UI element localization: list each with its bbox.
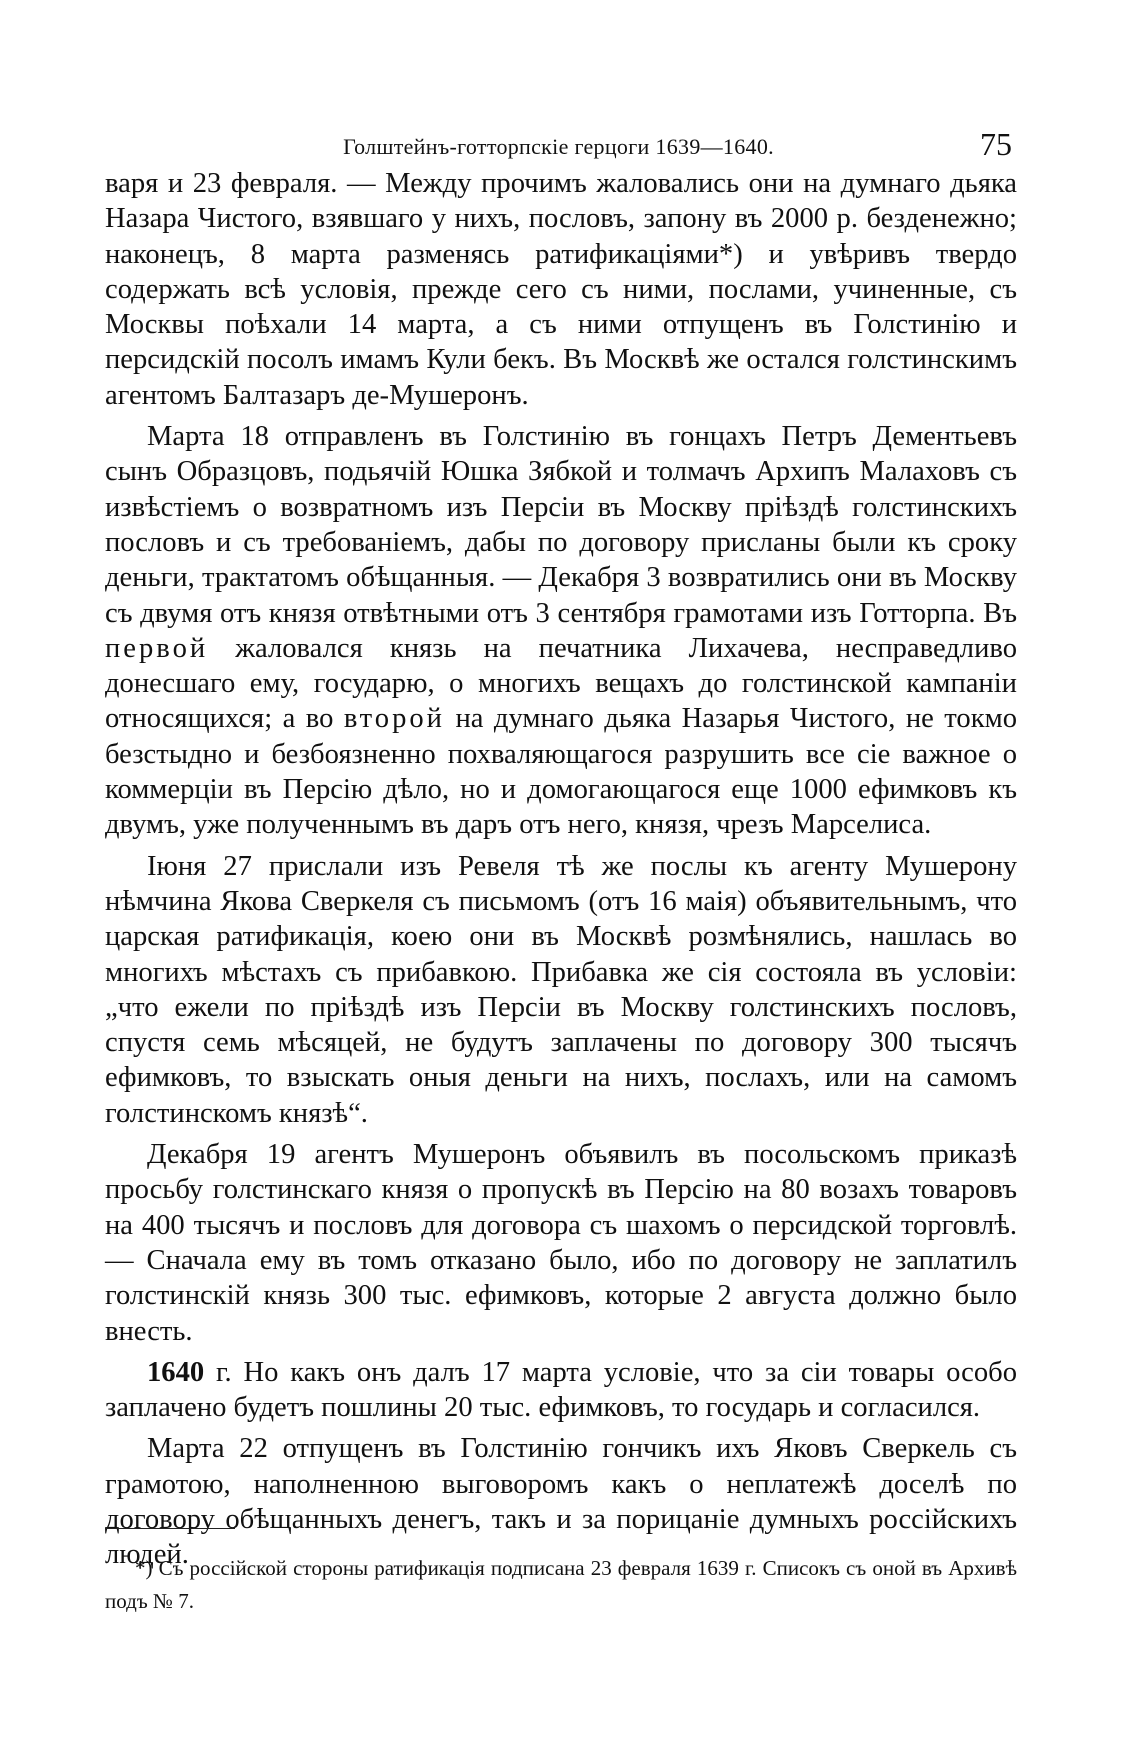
paragraph-6: Марта 22 отпущенъ въ Голстинію гончикъ ихъ Яковъ Сверкель съ грамотою, наполненною выговоромъ какъ о неплатежѣ доселѣ по договору обѣщанныхъ денегъ, такъ и за порицаніе думныхъ россійскихъ людей. <box>105 1433 1017 1571</box>
year-label: 1640 <box>147 1356 205 1388</box>
paragraph-5 <box>105 1355 1017 1426</box>
body-text <box>105 166 1017 1579</box>
running-header <box>105 126 1012 166</box>
paragraph-2-cont-b: жаловался князь на печатника Лихачева, несправедливо донесшаго ему, государю, о многихъ вещахъ до голстинской кампаніи относящихся; а во <box>105 632 1017 735</box>
emphasis-second: второй <box>343 703 445 735</box>
page-number: 75 <box>980 126 1012 162</box>
paragraph-2 <box>105 419 1017 843</box>
paragraph-1: варя и 23 февраля. — Между прочимъ жаловались они на думнаго дьяка Назара Чистого, взявшаго у нихъ, пословъ, запону въ 2000 р. безденежно; наконецъ, 8 марта разменясь ратификаціями*) и увѣривъ твердо содержать всѣ условія, прежде сего съ ними, послами, учиненные, съ Москвы поѣхали 14 марта, а съ ними отпущенъ въ Голстинію и персидскій посолъ имамъ Кули бекъ. Въ Москвѣ же остался голстинскимъ агентомъ Балтазаръ де-Мушеронъ. <box>105 168 1017 411</box>
header-title: Голштейнъ-готторпскіе герцоги 1639—1640. <box>343 134 774 159</box>
paragraph-4: Декабря 19 агентъ Мушеронъ объявилъ въ посольскомъ приказѣ просьбу голстинскаго князя о пропускѣ въ Персію на 80 возахъ товаровъ на 400 тысячъ и пословъ для договора съ шахомъ о персидской торговлѣ. — Сначала ему въ томъ отказано было, ибо по договору не заплатилъ голстинскій князь 300 тыс. ефимковъ, которые 2 августа должно было внесть. <box>105 1139 1017 1347</box>
paragraph-2-text: Марта 18 отправленъ въ Голстинію въ гонцахъ Петръ Дементьевъ сынъ Образцовъ, подьячій Юшка Зябкой и толмачъ Архипъ Малаховъ съ извѣстіемъ о возвратномъ изъ Персіи въ Москву пріѣздѣ голстинскихъ пословъ и съ требованіемъ, дабы по договору присланы были къ сроку деньги, трактатомъ обѣщанныя. — Декабря 3 возвратились они въ Москву съ двумя отъ князя отвѣтными отъ 3 сентября грамотами изъ Готторпа. <box>105 421 1017 629</box>
paragraph-2-cont-a: Въ <box>975 597 1018 629</box>
emphasis-first: первой <box>105 632 209 664</box>
footnote-divider <box>105 1528 235 1529</box>
paragraph-3: Іюня 27 прислали изъ Ревеля тѣ же послы къ агенту Мушерону нѣмчина Якова Сверкеля съ письмомъ (отъ 16 маія) объявительнымъ, что царская ратификація, коею они въ Москвѣ розмѣнялись, нашлась во многихъ мѣстахъ съ прибавкою. Прибавка же сія состояла въ условіи: „что ежели по пріѣздѣ изъ Персіи въ Москву голстинскихъ пословъ, спустя семь мѣсяцей, не будутъ заплачены по договору 300 тысячъ ефимковъ, то взыскать оныя деньги на нихъ, послахъ, или на самомъ голстинскомъ князѣ“. <box>105 850 1017 1129</box>
footnote: *) Съ россійской стороны ратификація подписана 23 февраля 1639 г. Списокъ съ оной въ Архивѣ подъ № 7. <box>105 1556 1017 1613</box>
paragraph-5-text: г. Но какъ онъ далъ 17 марта условіе, что за сіи товары особо заплачено будетъ пошлины 20 тыс. ефимковъ, то государь и согласился. <box>105 1356 1017 1424</box>
paragraph-2-cont-c: на думнаго дьяка Назарья Чистого, не токмо безстыдно и безбоязненно похваляющагося разрушить все сіе важное о коммерціи въ Персію дѣло, но и домогающагося еще 1000 ефимковъ къ двумъ, уже полученнымъ въ даръ отъ него, князя, чрезъ Марселиса. <box>105 703 1018 841</box>
